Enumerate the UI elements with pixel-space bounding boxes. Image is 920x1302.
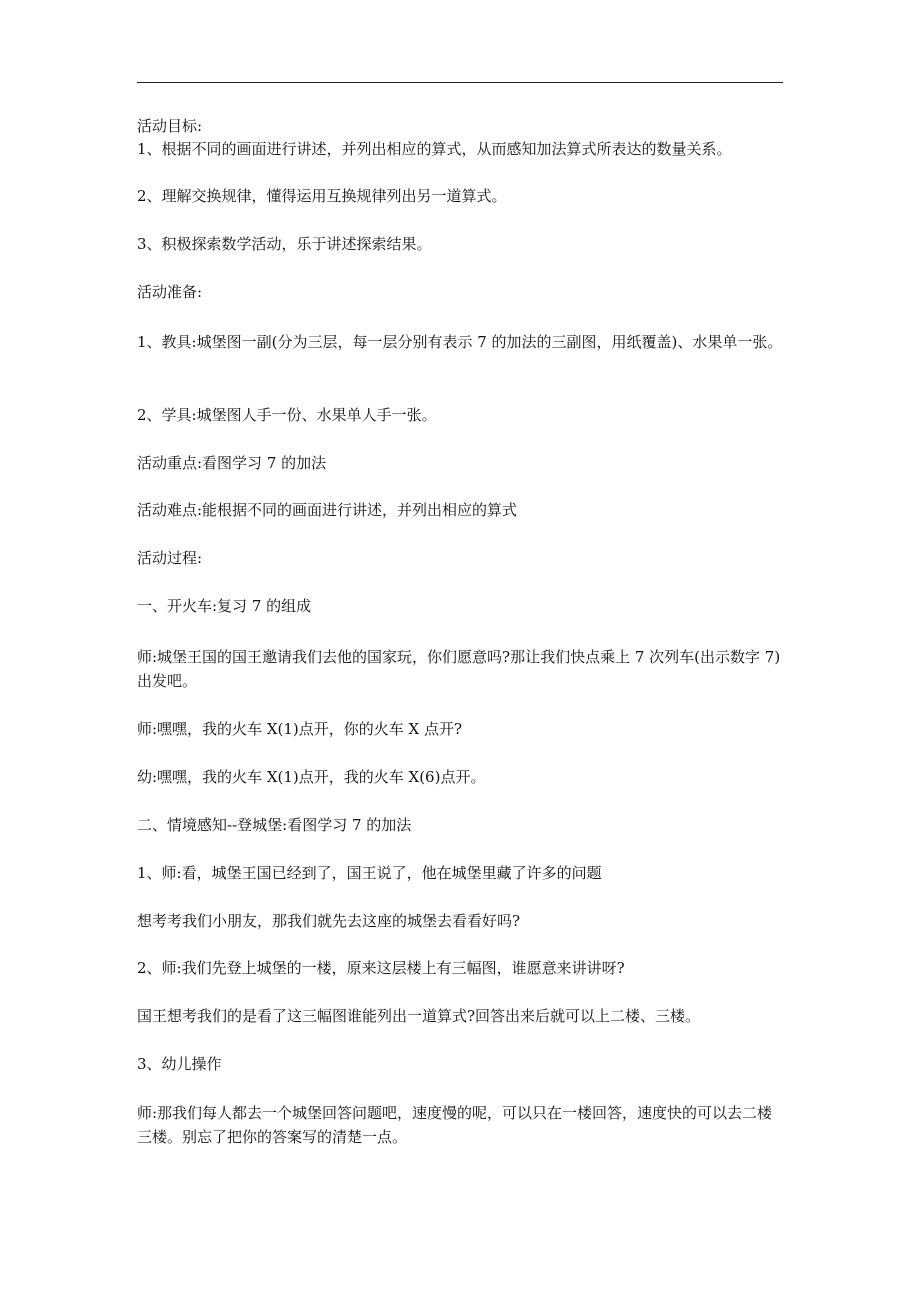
child-line-1: 幼:嘿嘿，我的火车 X(1)点开，我的火车 X(6)点开。 xyxy=(137,768,486,786)
section-2-heading: 二、情境感知--登城堡:看图学习 7 的加法 xyxy=(137,816,412,834)
section-2-step-2: 2、师:我们先登上城堡的一楼，原来这层楼上有三幅图，谁愿意来讲讲呀? xyxy=(137,959,625,977)
heading-activity-goals: 活动目标: xyxy=(137,117,203,135)
section-1-heading: 一、开火车:复习 7 的组成 xyxy=(137,597,312,615)
goal-item-1: 1、根据不同的画面进行讲述，并列出相应的算式，从而感知加法算式所表达的数量关系。 xyxy=(137,140,732,158)
header-rule xyxy=(137,82,783,83)
preparation-item-1: 1、教具:城堡图一副(分为三层，每一层分别有表示 7 的加法的三副图，用纸覆盖)、水果单一张。 xyxy=(137,333,783,351)
goal-item-3: 3、积极探索数学活动，乐于讲述探索结果。 xyxy=(137,235,432,253)
preparation-item-2: 2、学具:城堡图人手一份、水果单人手一张。 xyxy=(137,406,437,424)
teacher-line-3: 师:那我们每人都去一个城堡回答问题吧，速度慢的呢，可以只在一楼回答，速度快的可以去二楼三楼。别忘了把你的答案写的清楚一点。 xyxy=(137,1104,773,1146)
activity-key-point: 活动重点:看图学习 7 的加法 xyxy=(137,454,327,472)
section-2-step-1: 1、师:看，城堡王国已经到了，国王说了，他在城堡里藏了许多的问题 xyxy=(137,864,602,882)
activity-difficulty: 活动难点:能根据不同的画面进行讲述，并列出相应的算式 xyxy=(137,501,518,519)
section-2-step-3: 3、幼儿操作 xyxy=(137,1055,222,1073)
heading-activity-preparation: 活动准备: xyxy=(137,283,203,301)
goal-item-2: 2、理解交换规律，懂得运用互换规律列出另一道算式。 xyxy=(137,187,507,205)
teacher-line-2: 师:嘿嘿，我的火车 X(1)点开，你的火车 X 点开? xyxy=(137,720,463,738)
teacher-line-1: 师:城堡王国的国王邀请我们去他的国家玩，你们愿意吗?那让我们快点乘上 7 次列车(出示数字 7)出发吧。 xyxy=(137,648,781,690)
section-2-step-1-cont: 想考考我们小朋友，那我们就先去这座的城堡去看看好吗? xyxy=(137,912,521,930)
heading-activity-process: 活动过程: xyxy=(137,549,203,567)
section-2-step-2-cont: 国王想考我们的是看了这三幅图谁能列出一道算式?回答出来后就可以上二楼、三楼。 xyxy=(137,1007,701,1025)
